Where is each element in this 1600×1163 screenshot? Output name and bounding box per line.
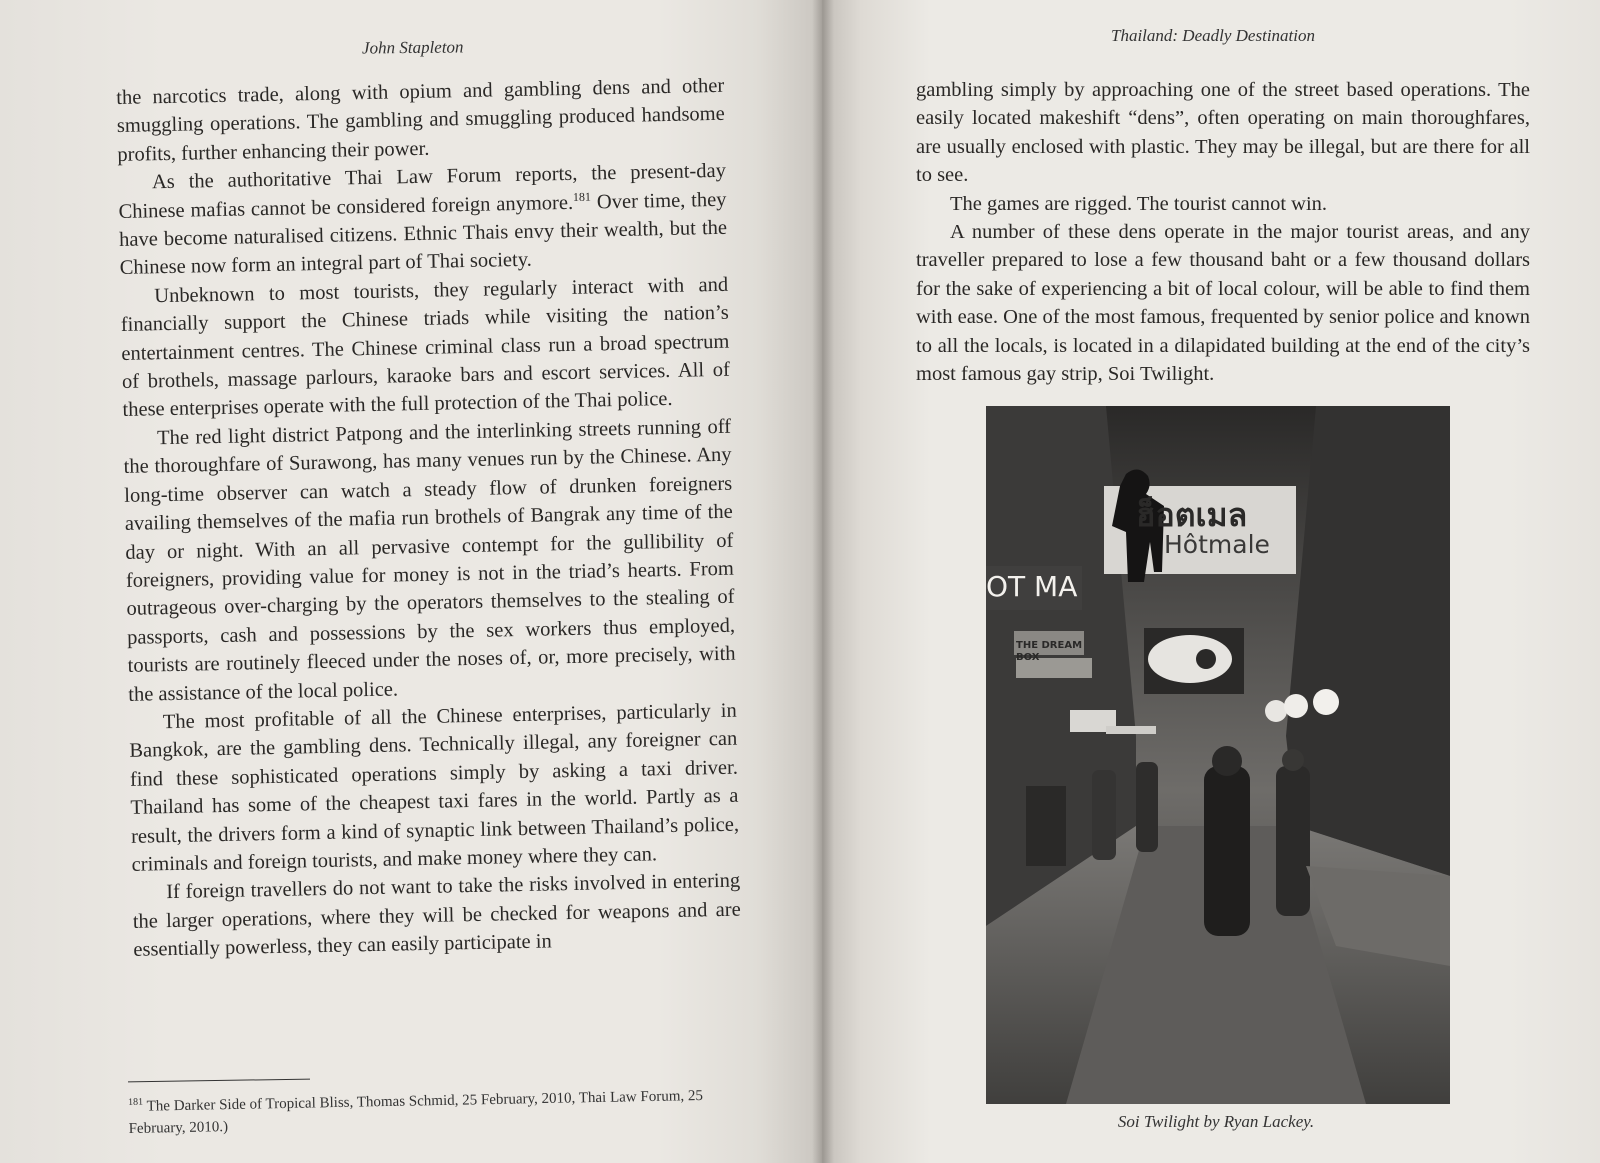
paragraph [118, 157, 728, 283]
paragraph: the narcotics trade, along with opium and gambling dens and other smuggling operations. The gambling and smuggling produced handsome profits, further enhancing their power. [116, 74, 725, 166]
sign-partial-text: OT MA [986, 570, 1078, 603]
footnote-number: 181 [128, 1096, 144, 1108]
paragraph-text: Over time, they have become naturalised citizens. Ethnic Thais envy their wealth, but the Chinese now form an integral part of Thai society. [118, 188, 728, 280]
paragraph-text: As the authoritative Thai Law Forum reports, the present-day Chinese mafias cannot be considered foreign anymore. [118, 159, 727, 223]
left-running-head: John Stapleton [361, 37, 464, 58]
paragraph: A number of these dens operate in the major tourist areas, and any traveller prepared to lose a few thousand baht or a few thousand dollars for the sake of experiencing a bit of local colour, will be able to find them with ease. One of the most famous, frequented by senior police and known to all the locals, is located in a dilapidated building at the end of the city’s most famous gay strip, Soi Twilight. [916, 221, 1530, 386]
sign-small-text: THE DREAM BOX [1016, 640, 1083, 663]
street-photo [986, 406, 1450, 1104]
footnote-reference: 181 [572, 189, 592, 204]
paragraph: Unbeknown to most tourists, they regularly interact with and financially support the Chinese triads while visiting the nation’s entertainment centres. The Chinese criminal class run a broad spectrum of brothels, massage parlours, karaoke bars and escort services. All of these enterprises operate with the full protection of the Thai police. [120, 273, 731, 422]
sign-latin-text: Hôtmale [1164, 530, 1270, 559]
photo-caption: Soi Twilight by Ryan Lackey. [1117, 1112, 1315, 1131]
paragraph: The red light district Patpong and the interlinking streets running off the thoroughfare of Surawong, has many venues run by the Chinese. Any long-time observer can watch a steady flow of drunken foreigners availing themselves of the mafia run brothels of Bangrak any time of the day or night. With an all pervasive contempt for the gullibility of foreigners, providing value for money is not in the triad’s hearts. From outrageous over-charging by the operators themselves to the stealing of passports, cash and possessions by the sex workers thus employed, tourists are routinely fleeced under the noses of, or, more precisely, with the assistance of the local police. [123, 415, 736, 706]
right-body-text [916, 76, 1530, 388]
paragraph: gambling simply by approaching one of the street based operations. The easily located makeshift “dens”, often operating on main thoroughfares, are usually enclosed with plastic. They may be illegal, but are there for all to see. [916, 79, 1530, 187]
footnote-text: The Darker Side of Tropical Bliss, Thomas Schmid, 25 February, 2010, Thai Law Forum, 25 February, 2010.) [128, 1087, 704, 1137]
sign-thai-text: ฮ็อตเมล [1136, 496, 1248, 534]
paragraph: If foreign travellers do not want to take the risks involved in entering the larger operations, where they will be checked for weapons and are essentially powerless, they can easily participate in [132, 870, 741, 962]
paragraph: The most profitable of all the Chinese enterprises, particularly in Bangkok, are the gambling dens. Technically illegal, any foreigner can find these sophisticated operations simply by asking a taxi driver. Thailand has some of the cheapest taxi fares in the world. Partly as a result, the drivers form a kind of synaptic link between Thailand’s police, criminals and foreign tourists, and make money where they can. [129, 699, 740, 876]
book-gutter [812, 0, 834, 1163]
right-running-head: Thailand: Deadly Destination [1111, 26, 1315, 45]
paragraph: The games are rigged. The tourist cannot win. [950, 192, 1328, 215]
left-body-text [116, 72, 742, 965]
